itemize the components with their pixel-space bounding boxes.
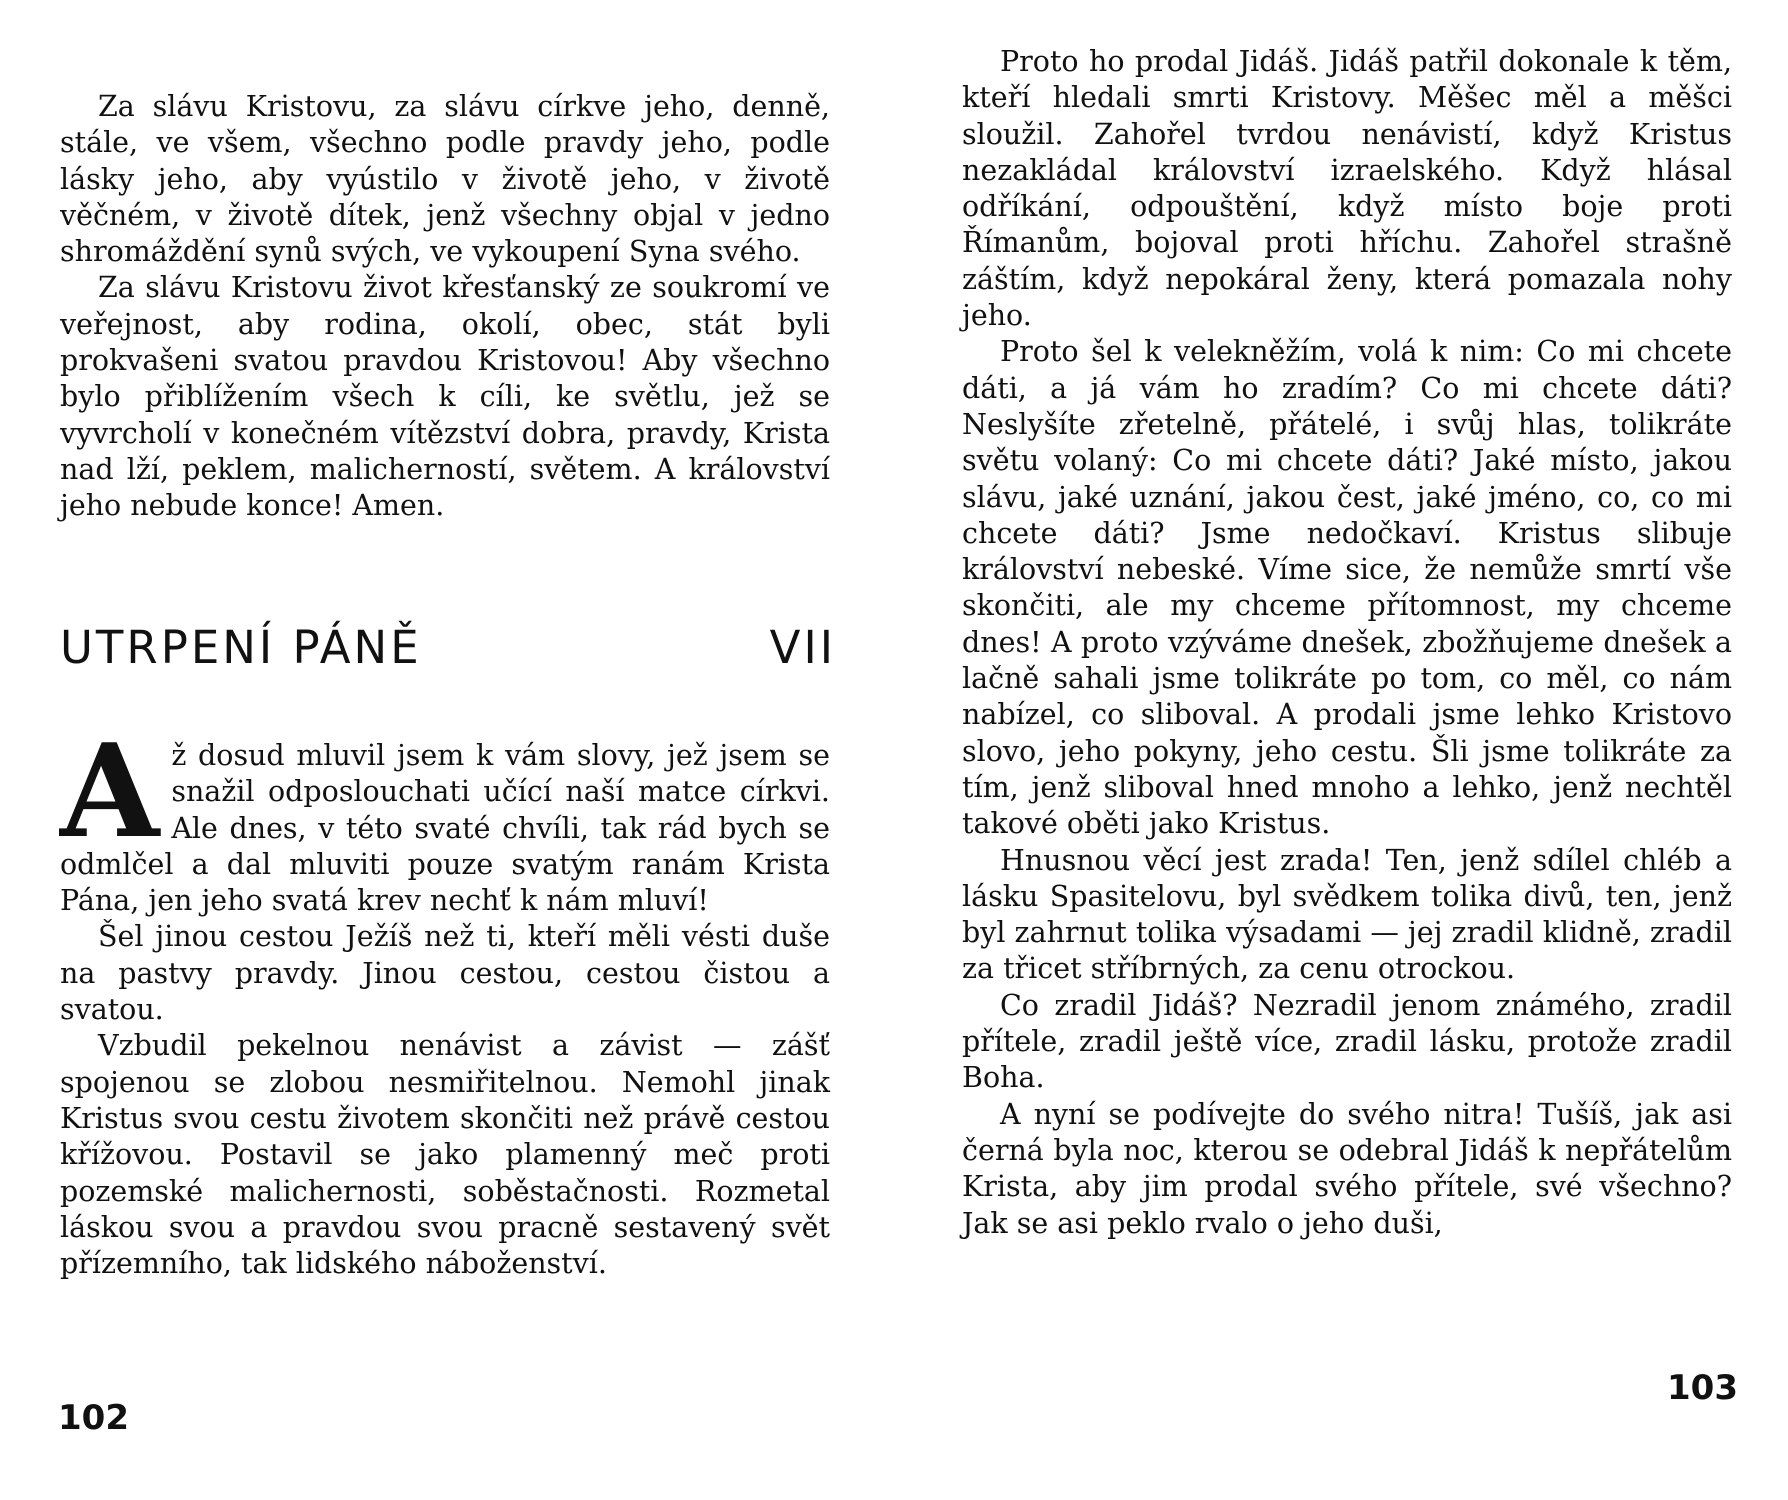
page-number-right: 103: [1667, 1368, 1738, 1408]
page-number-left: 102: [58, 1398, 129, 1438]
paragraph: Vzbudil pekelnou nenávist a závist — zášť spojenou se zlobou nesmiřitelnou. Nemohl jinak Kristus svou cestu životem skončiti než právě cestou křížovou. Postavil se jako plamenný meč proti pozemské malichernosti, soběstačnosti. Rozmetal láskou svou a pravdou svou pracně sestavený svět přízemního, tak lidského náboženství.: [60, 1029, 830, 1281]
opening-paragraph-text: ž dosud mluvil jsem k vám slovy, jež jsem se snažil odposlouchati učící naší matce církvi. Ale dnes, v této svaté chvíli, tak rád bych se odmlčel a dal mluviti pouze svatým ranám Krista Pána, jen jeho svatá krev nechť k nám mluví!: [60, 739, 830, 918]
paragraph: Hnusnou věcí jest zrada! Ten, jenž sdílel chléb a lásku Spasitelovu, byl svědkem tolika divů, ten, jenž byl zahrnut tolika výsadami — jej zradil klidně, zradil za třicet stříbrných, za cenu otrockou.: [962, 843, 1732, 986]
paragraph: Proto šel k velekněžím, volá k nim: Co mi chcete dáti, a já vám ho zradím? Co mi chcete dáti? Neslyšíte zřetelně, přátelé, i svůj hlas, tolikráte světu volaný: Co mi chcete dáti? Jaké místo, jakou slávu, jaké uznání, jakou čest, jaké jméno, co, co mi chcete dáti? Jsme nedočkaví. Kristus slibuje království nebeské. Víme sice, že nemůže smrtí vše skončiti, ale my chceme přítomnost, my chceme dnes! A proto vzýváme dnešek, zbožňujeme dnešek a lačně sahali jsme tolikráte po tom, co měl, co nám nabízel, co sliboval. A prodali jsme lehko Kristovo slovo, jeho pokyny, jeho cestu. Šli jsme tolikráte za tím, jenž sliboval hned mnoho a lehko, jenž nechtěl takové oběti jako Kristus.: [962, 335, 1732, 841]
chapter-title: UTRPENÍ PÁNĚ: [60, 621, 422, 674]
paragraph: Za slávu Kristovu život křesťanský ze soukromí ve veřejnost, aby rodina, okolí, obec, stát byli prokvašeni svatou pravdou Kristovou! Aby všechno bylo přiblížením všech k cíli, ke světlu, jež se vyvrcholí v konečném vítězství dobra, pravdy, Krista nad lží, peklem, malicherností, světem. A království jeho nebude konce! Amen.: [60, 271, 830, 523]
drop-cap: A: [60, 717, 160, 867]
right-page: [894, 0, 1788, 1500]
left-page-chapter-text: [60, 717, 830, 1282]
paragraph: A nyní se podívejte do svého nitra! Tušíš, jak asi černá byla noc, kterou se odebral Jidáš k nepřátelům Krista, aby jim prodal svého přítele, své všechno? Jak se asi peklo rvalo o jeho duši,: [962, 1097, 1732, 1240]
paragraph: Proto ho prodal Jidáš. Jidáš patřil dokonale k těm, kteří hledali smrti Kristovy. Měšec měl a měšci sloužil. Zahořel tvrdou nenávistí, když Kristus nezakládal království izraelského. Když hlásal odříkání, odpouštění, když místo boje proti Římanům, bojoval proti hříchu. Zahořel strašně záštím, když nepokáral ženy, která pomazala nohy jeho.: [962, 45, 1732, 333]
paragraph: Co zradil Jidáš? Nezradil jenom známého, zradil přítele, zradil ještě více, zradil lásku, protože zradil Boha.: [962, 988, 1732, 1095]
paragraph: Šel jinou cestou Ježíš než ti, kteří měli vésti duše na pastvy pravdy. Jinou cestou, cestou čistou a svatou.: [60, 920, 830, 1027]
chapter-numeral: VII: [769, 621, 836, 674]
opening-paragraph: [60, 717, 830, 919]
paragraph: Za slávu Kristovu, za slávu církve jeho, denně, stále, ve všem, všechno podle pravdy jeho, podle lásky jeho, aby vyústilo v životě jeho, v životě věčném, v životě dítek, jenž všechny objal v jedno shromáždění synů svých, ve vykoupení Syna svého.: [60, 90, 830, 269]
left-page-top-text: [60, 89, 830, 525]
chapter-heading: [60, 618, 836, 678]
right-page-text: [962, 44, 1732, 1242]
